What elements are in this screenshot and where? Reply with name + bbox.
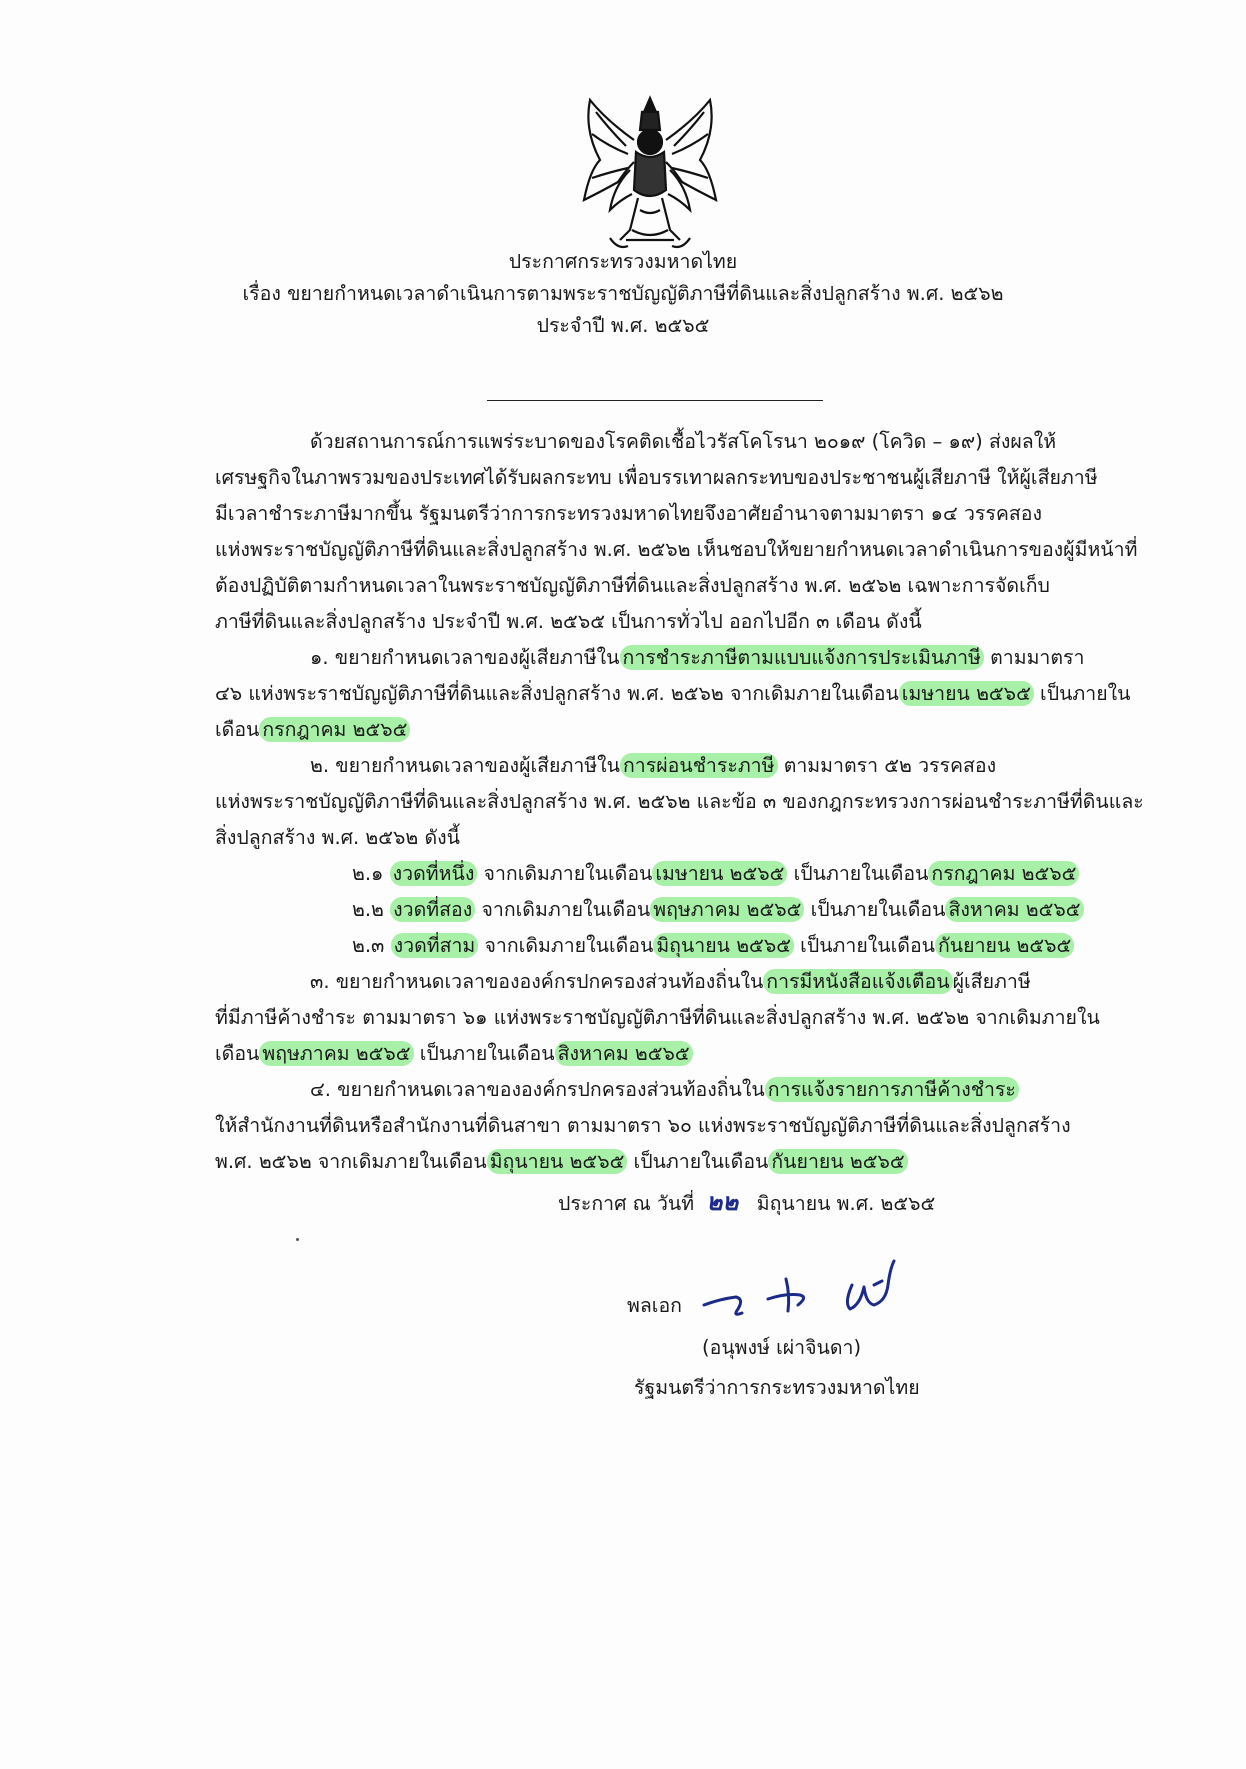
- dateline: [558, 1182, 935, 1221]
- item-1-text: ๑. ขยายกำหนดเวลาของผู้เสียภาษีใน: [310, 646, 620, 669]
- item-4-line: [215, 1146, 908, 1177]
- highlight: กันยายน ๒๕๖๕: [768, 1149, 907, 1174]
- item-1-text: เป็นภายใน: [1033, 682, 1131, 705]
- highlight: งวดที่หนึ่ง: [390, 861, 478, 886]
- item-1-text: เดือน: [215, 718, 260, 741]
- highlight: กันยายน ๒๕๖๕: [935, 933, 1074, 958]
- installment-number: ๒.๑: [352, 862, 384, 885]
- installment-text: จากเดิมภายในเดือน: [477, 862, 653, 885]
- item-2-text: ๒. ขยายกำหนดเวลาของผู้เสียภาษีใน: [310, 754, 620, 777]
- installment-number: ๒.๓: [352, 934, 385, 957]
- dateline-prefix: ประกาศ ณ วันที่: [558, 1192, 695, 1215]
- highlight: การมีหนังสือแจ้งเตือน: [763, 969, 952, 994]
- garuda-emblem-icon: [570, 90, 730, 260]
- intro-line: ภาษีที่ดินและสิ่งปลูกสร้าง ประจำปี พ.ศ. ๒๕๖๕ เป็นการทั่วไป ออกไปอีก ๓ เดือน ดังนี้: [215, 610, 922, 633]
- item-3-text: ผู้เสียภาษี: [952, 970, 1031, 993]
- item-2-line: แห่งพระราชบัญญัติภาษีที่ดินและสิ่งปลูกสร้าง พ.ศ. ๒๕๖๒ และข้อ ๓ ของกฎกระทรวงการผ่อนชำระภาษีที่ดินและ: [215, 790, 1144, 813]
- item-3-line: [310, 966, 1031, 997]
- intro-line: แห่งพระราชบัญญัติภาษีที่ดินและสิ่งปลูกสร้าง พ.ศ. ๒๕๖๒ เห็นชอบให้ขยายกำหนดเวลาดำเนินการของผู้มีหน้าที่: [215, 538, 1138, 561]
- highlight: เมษายน ๒๕๖๕: [899, 681, 1034, 706]
- highlight: กรกฎาคม ๒๕๖๕: [928, 861, 1079, 886]
- installment-text: จากเดิมภายในเดือน: [475, 898, 651, 921]
- installment-text: เป็นภายในเดือน: [804, 898, 946, 921]
- handwritten-signature: [690, 1255, 970, 1325]
- announcement-year: ประจำปี พ.ศ. ๒๕๖๕: [536, 314, 710, 337]
- highlight: พฤษภาคม ๒๕๖๕: [650, 897, 804, 922]
- signer-position: รัฐมนตรีว่าการกระทรวงมหาดไทย: [634, 1376, 920, 1399]
- item-1-text: ๔๖ แห่งพระราชบัญญัติภาษีที่ดินและสิ่งปลูกสร้าง พ.ศ. ๒๕๖๒ จากเดิมภายในเดือน: [215, 682, 899, 705]
- item-2-text: ตามมาตรา ๕๒ วรรคสอง: [777, 754, 997, 777]
- highlight: การชำระภาษีตามแบบแจ้งการประเมินภาษี: [620, 645, 984, 670]
- item-3-line: ที่มีภาษีค้างชำระ ตามมาตรา ๖๑ แห่งพระราชบัญญัติภาษีที่ดินและสิ่งปลูกสร้าง พ.ศ. ๒๕๖๒ จากเดิมภายใน: [215, 1006, 1100, 1029]
- installment-text: จากเดิมภายในเดือน: [478, 934, 654, 957]
- item-3-text: เดือน: [215, 1042, 260, 1065]
- installment-row: [352, 930, 1074, 961]
- signer-name: (อนุพงษ์ เผ่าจินดา): [702, 1336, 862, 1359]
- item-1-text: ตามมาตรา: [983, 646, 1085, 669]
- installment-row: [352, 858, 1079, 889]
- handwritten-day: ๒๒: [706, 1187, 739, 1216]
- installment-number: ๒.๒: [352, 898, 384, 921]
- intro-line: ด้วยสถานการณ์การแพร่ระบาดของโรคติดเชื้อไวรัสโคโรนา ๒๐๑๙ (โควิด – ๑๙) ส่งผลให้: [310, 430, 1057, 453]
- installment-text: เป็นภายในเดือน: [787, 862, 929, 885]
- item-1-line: [215, 714, 410, 745]
- item-4-line: ให้สำนักงานที่ดินหรือสำนักงานที่ดินสาขา ตามมาตรา ๖๐ แห่งพระราชบัญญัติภาษีที่ดินและสิ่งปลูกสร้าง: [215, 1114, 1071, 1137]
- highlight: สิงหาคม ๒๕๖๕: [945, 897, 1083, 922]
- item-4-text: ๔. ขยายกำหนดเวลาขององค์กรปกครองส่วนท้องถิ่นใน: [310, 1078, 765, 1101]
- highlight: งวดที่สาม: [391, 933, 479, 958]
- item-4-text: พ.ศ. ๒๕๖๒ จากเดิมภายในเดือน: [215, 1150, 487, 1173]
- highlight: มิถุนายน ๒๕๖๕: [653, 933, 794, 958]
- item-3-line: [215, 1038, 693, 1069]
- highlight: สิงหาคม ๒๕๖๕: [555, 1041, 693, 1066]
- installment-text: เป็นภายในเดือน: [793, 934, 935, 957]
- intro-line: ต้องปฏิบัติตามกำหนดเวลาในพระราชบัญญัติภาษีที่ดินและสิ่งปลูกสร้าง พ.ศ. ๒๕๖๒ เฉพาะการจัดเก็บ: [215, 574, 1050, 597]
- paper-speck: [296, 1238, 299, 1241]
- title-divider: [487, 400, 823, 401]
- highlight: การผ่อนชำระภาษี: [620, 753, 778, 778]
- intro-line: มีเวลาชำระภาษีมากขึ้น รัฐมนตรีว่าการกระทรวงมหาดไทยจึงอาศัยอำนาจตามมาตรา ๑๔ วรรคสอง: [215, 502, 1043, 525]
- announcement-title: ประกาศกระทรวงมหาดไทย: [508, 250, 738, 273]
- intro-line: เศรษฐกิจในภาพรวมของประเทศได้รับผลกระทบ เพื่อบรรเทาผลกระทบของประชาชนผู้เสียภาษี ให้ผู้เสียภาษี: [215, 466, 1098, 489]
- highlight: เมษายน ๒๕๖๕: [652, 861, 787, 886]
- item-3-text: เป็นภายในเดือน: [413, 1042, 555, 1065]
- item-2-line: สิ่งปลูกสร้าง พ.ศ. ๒๕๖๒ ดังนี้: [215, 826, 460, 849]
- item-1-line: [310, 642, 1084, 673]
- highlight: พฤษภาคม ๒๕๖๕: [259, 1041, 413, 1066]
- item-4-line: [310, 1074, 1019, 1105]
- item-1-line: [215, 678, 1130, 709]
- item-3-text: ๓. ขยายกำหนดเวลาขององค์กรปกครองส่วนท้องถิ่นใน: [310, 970, 764, 993]
- item-4-text: เป็นภายในเดือน: [627, 1150, 769, 1173]
- highlight: มิถุนายน ๒๕๖๕: [487, 1149, 628, 1174]
- item-2-line: [310, 750, 996, 781]
- installment-row: [352, 894, 1084, 925]
- dateline-month-year: มิถุนายน พ.ศ. ๒๕๖๕: [756, 1192, 936, 1215]
- highlight: งวดที่สอง: [390, 897, 475, 922]
- highlight: การแจ้งรายการภาษีค้างชำระ: [765, 1077, 1019, 1102]
- signer-rank: พลเอก: [627, 1294, 682, 1317]
- highlight: กรกฎาคม ๒๕๖๕: [259, 717, 410, 742]
- announcement-subject: เรื่อง ขยายกำหนดเวลาดำเนินการตามพระราชบัญญัติภาษีที่ดินและสิ่งปลูกสร้าง พ.ศ. ๒๕๖๒: [242, 282, 1004, 305]
